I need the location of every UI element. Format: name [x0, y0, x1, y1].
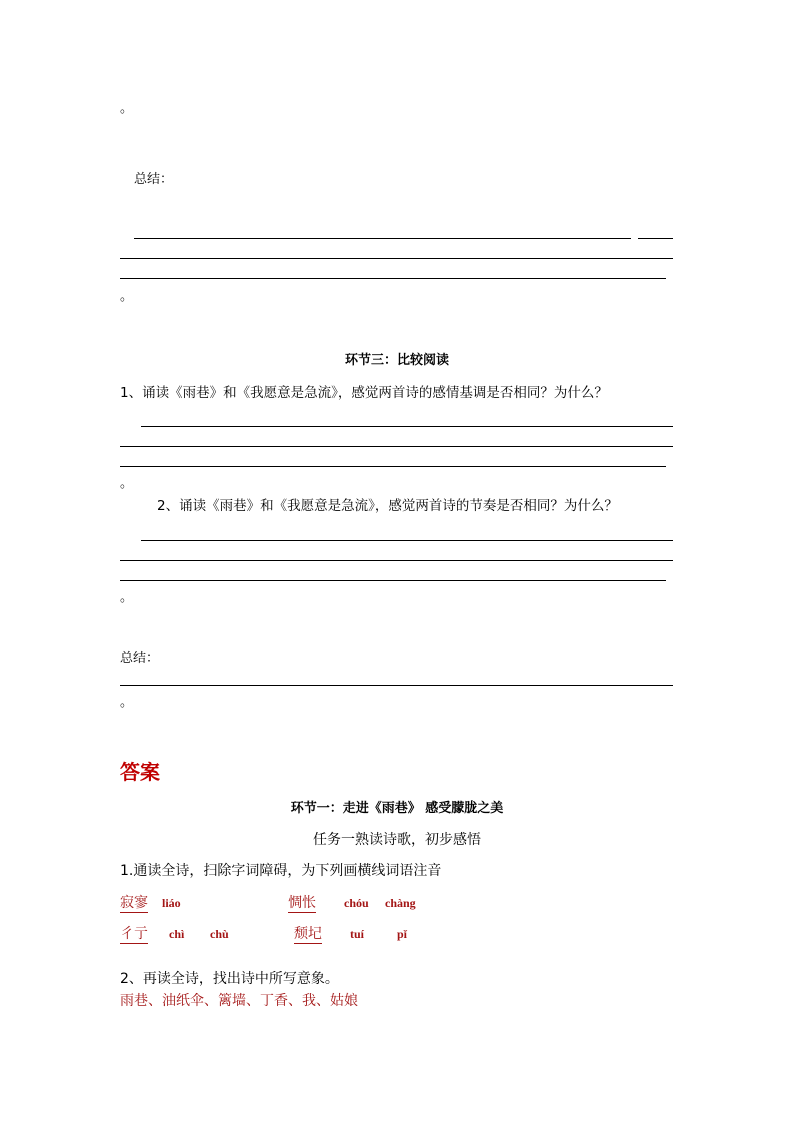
answer-line: [120, 446, 673, 447]
period-mark: 。: [120, 101, 134, 116]
vocab-word: 颓圮: [294, 926, 322, 942]
summary-label: 总结：: [120, 651, 160, 666]
section3-heading: 环节三：比较阅读: [344, 353, 449, 368]
answer-question-2: 2、再读全诗，找出诗中所写意象。: [120, 971, 339, 987]
vocab-pinyin: chì: [169, 927, 185, 941]
vocab-pinyin: chù: [210, 927, 229, 941]
answer-line: [120, 258, 673, 259]
answer-line: [141, 426, 673, 427]
vocab-pinyin: pǐ: [397, 927, 408, 941]
answer-heading: 答案: [120, 760, 160, 784]
summary-label: 总结：: [134, 172, 174, 187]
answer-line: [120, 278, 666, 279]
answer-line: [120, 580, 666, 581]
vocab-word: 寂寥: [120, 895, 148, 911]
imagery-answer: 雨巷、油纸伞、篱墙、丁香、我、姑娘: [120, 993, 358, 1009]
period-mark: 。: [120, 289, 134, 304]
vocab-pinyin: chóu: [344, 896, 369, 910]
question-2: 2、诵读《雨巷》和《我愿意是急流》，感觉两首诗的节奏是否相同？为什么？: [157, 498, 618, 514]
answer-line: [638, 238, 673, 239]
answer-line: [120, 466, 666, 467]
vocab-word: 惆怅: [288, 895, 316, 911]
answer-question-1: 1.通读全诗，扫除字词障碍，为下列画横线词语注音: [120, 863, 442, 879]
answer-line: [120, 560, 673, 561]
period-mark: 。: [120, 590, 134, 605]
vocab-pinyin: chàng: [385, 896, 416, 910]
period-mark: 。: [120, 695, 134, 710]
answer-line: [120, 685, 673, 686]
vocab-pinyin: tuí: [350, 927, 365, 941]
question-1: 1、诵读《雨巷》和《我愿意是急流》，感觉两首诗的感情基调是否相同？为什么？: [120, 385, 608, 401]
answer-line: [134, 238, 631, 239]
section1-heading: 环节一：走进《雨巷》 感受朦胧之美: [290, 801, 504, 816]
answer-line: [141, 540, 673, 541]
task-1-title: 任务一熟读诗歌，初步感悟: [313, 832, 481, 848]
vocab-word: 彳亍: [120, 926, 148, 942]
period-mark: 。: [120, 476, 134, 491]
vocab-pinyin: liáo: [162, 896, 181, 910]
